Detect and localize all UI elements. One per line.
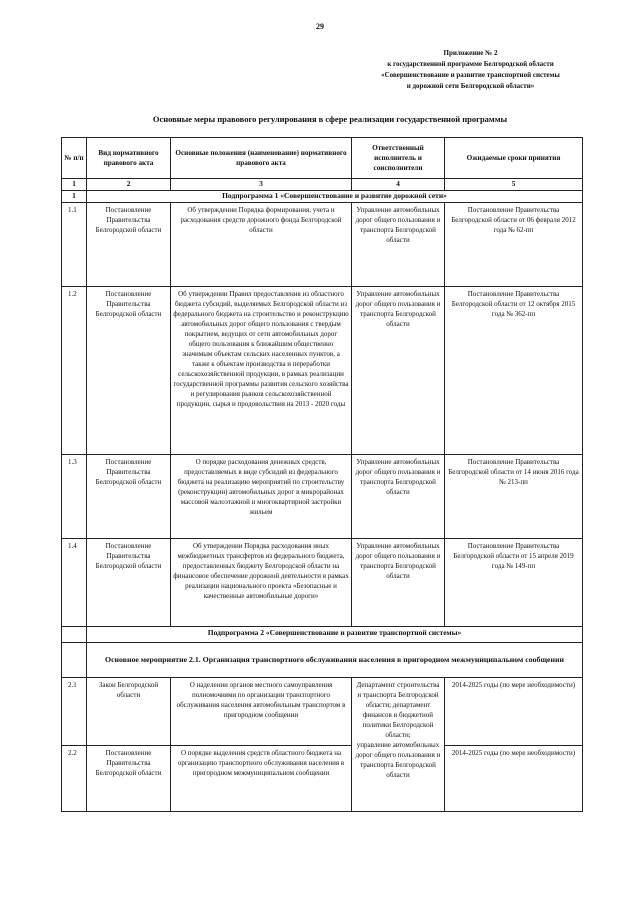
row-num: 1.2 <box>62 287 87 455</box>
appendix-line-3: «Совершенствование и развитие транспортной системы <box>381 71 560 79</box>
activity-2-1-title: Основное мероприятие 2.1. Организация транспортного обслуживания населения в пригородном межмуниципальном сообщении <box>87 643 583 678</box>
header-executor: Ответственный исполнитель и соисполнители <box>352 138 445 179</box>
row-executor: Управление автомобильных дорог общего пользования и транспорта Белгородской области <box>352 539 445 627</box>
row-num: 1.3 <box>62 455 87 539</box>
appendix-block <box>358 48 583 92</box>
row-act-type: Постановление Правительства Белгородской области <box>87 455 171 539</box>
row-term: Постановление Правительства Белгородской области от 15 апреля 2019 года № 149-пп <box>445 539 583 627</box>
document-title: Основные меры правового регулирования в сфере реализации государственной программы <box>152 114 508 124</box>
subprogram-2-row <box>62 627 583 643</box>
header-act-type: Вид нормативного правового акта <box>87 138 171 179</box>
subprogram-2-num <box>62 627 87 643</box>
appendix-line-4: и дорожной сети Белгородской области» <box>406 82 535 90</box>
row-num: 2.2 <box>62 746 87 812</box>
table-row <box>62 678 583 746</box>
row-content: О порядке выделения средств областного бюджета на организацию транспортного обслуживания населения в пригородном межмуниципальном сообщении <box>171 746 352 812</box>
row-content: О наделении органов местного самоуправления полномочиями по организации транспортного обслуживания населения автомобильным транспортом в пригородном сообщении <box>171 678 352 746</box>
row-num: 2.1 <box>62 678 87 746</box>
regulation-table <box>61 137 583 812</box>
row-act-type: Закон Белгородской области <box>87 678 171 746</box>
table-row <box>62 455 583 539</box>
col-number: 1 <box>62 179 87 191</box>
row-content: О порядке расходования денежных средств, предоставляемых в виде субсидий из федерального бюджета на реализацию мероприятий по строительству (реконструкции) автомобильных дорог в микрорайонах массовой малоэтажной и многоквартирной застройки жильем <box>171 455 352 539</box>
appendix-line-2: к государственной программе Белгородской области <box>387 60 554 68</box>
row-executor: Управление автомобильных дорог общего пользования и транспорта Белгородской области <box>352 287 445 455</box>
header-content: Основные положения (наименование) нормативного правового акта <box>171 138 352 179</box>
executor-part-b: управление автомобильных дорог общего пользования и транспорта Белгородской области <box>355 741 441 779</box>
row-num: 1.1 <box>62 203 87 287</box>
subprogram-1-num: 1 <box>62 191 87 203</box>
header-num: № п/п <box>62 138 87 179</box>
row-term: Постановление Правительства Белгородской области от 06 февраля 2012 года № 62-пп <box>445 203 583 287</box>
subprogram-1-title: Подпрограмма 1 «Совершенствование и развитие дорожной сети» <box>87 191 583 203</box>
col-number: 3 <box>171 179 352 191</box>
col-number: 4 <box>352 179 445 191</box>
table-row <box>62 539 583 627</box>
col-number: 5 <box>445 179 583 191</box>
subprogram-2-title: Подпрограмма 2 «Совершенствование и развитие транспортной системы» <box>87 627 583 643</box>
row-executor: Управление автомобильных дорог общего пользования и транспорта Белгородской области <box>352 455 445 539</box>
subprogram-1-row <box>62 191 583 203</box>
row-act-type: Постановление Правительства Белгородской области <box>87 746 171 812</box>
row-executor <box>352 678 445 812</box>
appendix-line-1: Приложение № 2 <box>443 49 498 57</box>
table-row <box>62 746 583 812</box>
table-row <box>62 287 583 455</box>
column-numbers-row <box>62 179 583 191</box>
row-term: 2014-2025 годы (по мере необходимости) <box>445 746 583 812</box>
row-content: Об утверждении Порядка расходования иных межбюджетных трансфертов из федерального бюджета, предоставленных бюджету Белгородской области на финансовое обеспечение дорожной деятельности в рамках реализации национального проекта «Безопасные и качественные автомобильные дороги» <box>171 539 352 627</box>
col-number: 2 <box>87 179 171 191</box>
row-num: 1.4 <box>62 539 87 627</box>
row-executor: Управление автомобильных дорог общего пользования и транспорта Белгородской области <box>352 203 445 287</box>
row-content: Об утверждении Правил предоставления из областного бюджета субсидий, выделяемых Белгородской области из федерального бюджета на строительство и реконструкцию автомобильных дорог общего пользования с твердым покрытием, ведущих от сети автомобильных дорог общего пользования к ближайшим общественно значимым объектам сельских населенных пунктов, а также к объектам производства и переработки сельскохозяйственной продукции, в рамках реализации государственной программы развития сельского хозяйства и регулирования рынков сельскохозяйственной продукции, сырья и продовольствия на 2013 - 2020 годы <box>171 287 352 455</box>
table-row <box>62 203 583 287</box>
row-term: 2014-2025 годы (по мере необходимости) <box>445 678 583 746</box>
row-act-type: Постановление Правительства Белгородской области <box>87 287 171 455</box>
executor-part-a: Департамент строительства и транспорта Белгородской области; департамент финансов и бюджетной политики Белгородской области; <box>356 681 440 739</box>
row-term: Постановление Правительства Белгородской области от 14 июня 2016 года № 213-пп <box>445 455 583 539</box>
activity-row <box>62 643 583 678</box>
row-term: Постановление Правительства Белгородской области от 12 октября 2015 года № 362-пп <box>445 287 583 455</box>
activity-num <box>62 643 87 678</box>
page-number: 29 <box>316 22 324 31</box>
row-content: Об утверждении Порядка формирования, учета и расходования средств дорожного фонда Белгородской области <box>171 203 352 287</box>
row-act-type: Постановление Правительства Белгородской области <box>87 539 171 627</box>
row-act-type: Постановление Правительства Белгородской области <box>87 203 171 287</box>
header-term: Ожидаемые сроки принятия <box>445 138 583 179</box>
table-header-row <box>62 138 583 179</box>
